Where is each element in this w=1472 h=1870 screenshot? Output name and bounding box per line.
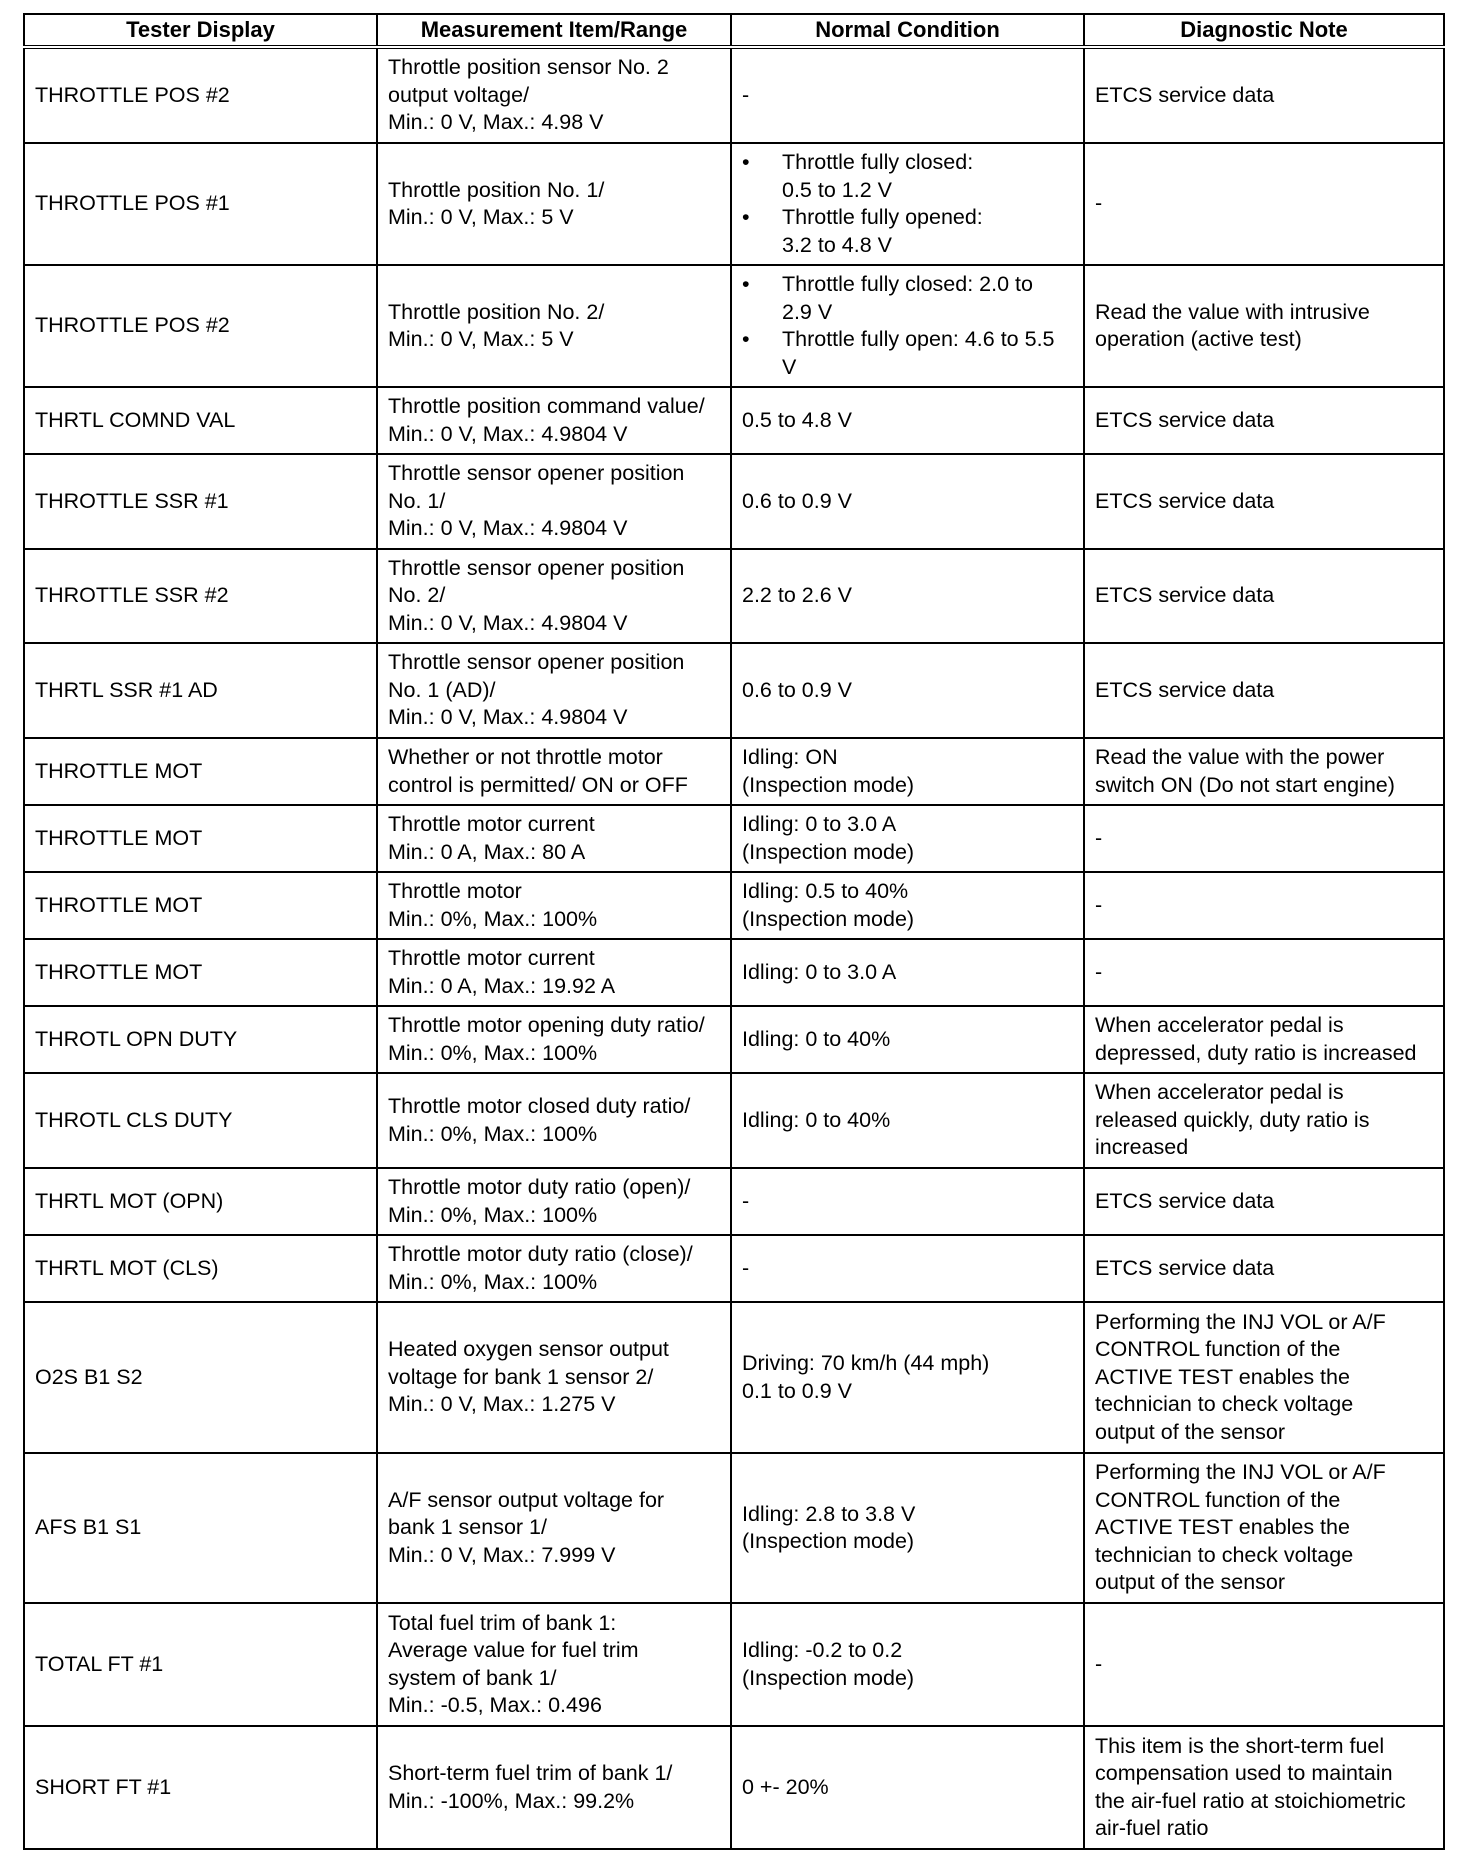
measurement-cell (377, 1453, 731, 1603)
tester-display-text: THROTTLE POS #1 (35, 191, 230, 216)
normal-condition-cell (731, 939, 1084, 1006)
condition-line: Idling: 0 to 3.0 A (742, 812, 897, 836)
diagnostic-note-cell (1084, 454, 1444, 549)
table-row (24, 1453, 1444, 1603)
condition-line: Idling: -0.2 to 0.2 (742, 1638, 903, 1662)
condition-line: - (742, 1255, 750, 1280)
normal-condition-cell (731, 1453, 1084, 1603)
normal-condition-cell (731, 265, 1084, 387)
table-row (24, 643, 1444, 738)
diagnostic-note-cell (1084, 1168, 1444, 1235)
tester-display-cell (24, 265, 377, 387)
note-line: compensation used to maintain (1095, 1761, 1393, 1785)
measurement-line: Throttle sensor opener position (388, 555, 685, 580)
diagnostic-note-cell (1084, 805, 1444, 872)
tester-display-cell (24, 1006, 377, 1073)
note-line: ACTIVE TEST enables the (1095, 1515, 1350, 1540)
measurement-line: Heated oxygen sensor output (388, 1337, 669, 1362)
tester-display-text: THROTTLE SSR #2 (35, 583, 229, 608)
normal-condition-cell (731, 1235, 1084, 1302)
normal-condition-cell (731, 549, 1084, 643)
tester-display-cell (24, 1603, 377, 1726)
tester-display-text: O2S B1 S2 (35, 1364, 143, 1389)
measurement-line: Throttle motor current (388, 946, 595, 970)
table-row (24, 1603, 1444, 1726)
header-tester-display: Tester Display (24, 14, 377, 47)
normal-condition-cell (731, 387, 1084, 454)
tester-display-text: TOTAL FT #1 (35, 1651, 164, 1676)
condition-bullet-item (742, 149, 1075, 204)
measurement-cell (377, 939, 731, 1006)
note-line: When accelerator pedal is (1095, 1013, 1344, 1037)
measurement-line: Min.: 0%, Max.: 100% (388, 1040, 598, 1065)
measurement-cell (377, 1168, 731, 1235)
table-row (24, 738, 1444, 805)
tester-display-cell (24, 1726, 377, 1849)
header-row (24, 14, 1444, 47)
note-line: ETCS service data (1095, 488, 1275, 513)
normal-condition-cell (731, 872, 1084, 939)
tester-display-text: THROTTLE POS #2 (35, 82, 230, 107)
table-row (24, 872, 1444, 939)
condition-bullet-line: • Throttle fully opened: (782, 205, 983, 229)
measurement-line: Min.: 0 V, Max.: 4.9804 V (388, 610, 628, 635)
measurement-line: Min.: 0 V, Max.: 5 V (388, 205, 574, 229)
condition-bullet-line: V (782, 354, 797, 379)
note-line: output of the sensor (1095, 1570, 1286, 1595)
note-line: Read the value with intrusive (1095, 299, 1370, 324)
condition-line: Idling: 0 to 40% (742, 1107, 891, 1132)
measurement-line: bank 1 sensor 1/ (388, 1515, 547, 1540)
header-normal-condition: Normal Condition (731, 14, 1084, 47)
normal-condition-cell (731, 1006, 1084, 1073)
condition-bullet-item (742, 326, 1075, 381)
tester-display-text: THRTL MOT (CLS) (35, 1255, 219, 1280)
note-line: When accelerator pedal is (1095, 1080, 1344, 1105)
tester-display-text: THRTL SSR #1 AD (35, 677, 218, 702)
condition-line: 0.6 to 0.9 V (742, 488, 852, 513)
tester-display-cell (24, 143, 377, 265)
header-diagnostic-note: Diagnostic Note (1084, 14, 1444, 47)
tester-display-text: THROTTLE MOT (35, 892, 203, 917)
table-row (24, 1073, 1444, 1168)
note-line: ETCS service data (1095, 82, 1275, 107)
note-line: released quickly, duty ratio is (1095, 1107, 1370, 1132)
note-line: Performing the INJ VOL or A/F (1095, 1309, 1386, 1334)
condition-bullet-list (742, 149, 1075, 259)
measurement-line: Throttle motor current (388, 812, 595, 836)
measurement-line: Min.: 0 V, Max.: 1.275 V (388, 1392, 616, 1417)
table-row (24, 265, 1444, 387)
measurement-line: Min.: 0 V, Max.: 4.9804 V (388, 421, 628, 446)
note-line: output of the sensor (1095, 1419, 1286, 1444)
measurement-line: Throttle position No. 1/ (388, 177, 605, 202)
condition-line: (Inspection mode) (742, 906, 915, 931)
normal-condition-cell (731, 47, 1084, 143)
condition-line: - (742, 1188, 750, 1213)
note-line: technician to check voltage (1095, 1542, 1354, 1567)
measurement-line: Min.: 0%, Max.: 100% (388, 1121, 598, 1146)
table-row (24, 1168, 1444, 1235)
tester-display-cell (24, 872, 377, 939)
condition-line: Idling: 0.5 to 40% (742, 879, 909, 903)
table-row (24, 1302, 1444, 1453)
table-row (24, 143, 1444, 265)
diagnostic-note-cell (1084, 1073, 1444, 1168)
diagnostic-note-cell (1084, 872, 1444, 939)
measurement-line: Min.: 0 A, Max.: 19.92 A (388, 973, 616, 998)
normal-condition-cell (731, 1168, 1084, 1235)
tester-display-cell (24, 738, 377, 805)
condition-bullet-line: 0.5 to 1.2 V (782, 177, 892, 202)
note-line: Performing the INJ VOL or A/F (1095, 1460, 1386, 1485)
table-row (24, 1006, 1444, 1073)
measurement-cell (377, 1603, 731, 1726)
tester-display-cell (24, 387, 377, 454)
tester-display-text: THROTTLE MOT (35, 825, 203, 850)
measurement-line: Min.: 0 V, Max.: 4.9804 V (388, 705, 628, 730)
note-line: ACTIVE TEST enables the (1095, 1364, 1350, 1389)
data-list-sheet (23, 13, 1443, 1850)
measurement-line: Throttle motor duty ratio (close)/ (388, 1242, 693, 1266)
condition-line: (Inspection mode) (742, 772, 915, 797)
measurement-line: Min.: -100%, Max.: 99.2% (388, 1788, 635, 1813)
diagnostic-note-cell (1084, 738, 1444, 805)
note-line: ETCS service data (1095, 677, 1275, 702)
diagnostic-note-cell (1084, 1235, 1444, 1302)
measurement-cell (377, 1302, 731, 1453)
condition-line: 2.2 to 2.6 V (742, 583, 852, 608)
tester-display-cell (24, 1302, 377, 1453)
measurement-line: control is permitted/ ON or OFF (388, 772, 688, 797)
condition-bullet-item (742, 271, 1075, 326)
note-line: - (1095, 825, 1103, 850)
condition-line: (Inspection mode) (742, 1529, 915, 1553)
tester-display-text: THROTTLE MOT (35, 959, 203, 984)
tester-display-cell (24, 454, 377, 549)
diagnostic-note-cell (1084, 1603, 1444, 1726)
tester-display-cell (24, 643, 377, 738)
diagnostic-note-cell (1084, 47, 1444, 143)
condition-bullet-line: 2.9 V (782, 299, 833, 324)
measurement-line: Throttle position No. 2/ (388, 299, 605, 324)
tester-display-text: THROTTLE SSR #1 (35, 488, 229, 513)
measurement-cell (377, 265, 731, 387)
note-line: switch ON (Do not start engine) (1095, 772, 1395, 797)
tester-display-cell (24, 1073, 377, 1168)
normal-condition-cell (731, 454, 1084, 549)
note-line: - (1095, 959, 1103, 984)
measurement-cell (377, 1006, 731, 1073)
measurement-line: Min.: 0 V, Max.: 7.999 V (388, 1542, 616, 1567)
table-row (24, 1235, 1444, 1302)
condition-line: 0.6 to 0.9 V (742, 677, 852, 702)
tester-display-cell (24, 1168, 377, 1235)
measurement-cell (377, 805, 731, 872)
note-line: Read the value with the power (1095, 745, 1385, 769)
normal-condition-cell (731, 143, 1084, 265)
measurement-line: Throttle motor opening duty ratio/ (388, 1013, 705, 1037)
condition-bullet-line: • Throttle fully closed: 2.0 to (782, 272, 1033, 296)
header-measurement-item: Measurement Item/Range (377, 14, 731, 47)
measurement-line: No. 1 (AD)/ (388, 677, 496, 702)
tester-display-cell (24, 47, 377, 143)
normal-condition-cell (731, 1302, 1084, 1453)
table-row (24, 549, 1444, 643)
note-line: CONTROL function of the (1095, 1487, 1341, 1512)
measurement-cell (377, 387, 731, 454)
condition-bullet-item (742, 204, 1075, 259)
note-line: ETCS service data (1095, 583, 1275, 608)
measurement-line: Min.: 0%, Max.: 100% (388, 1269, 598, 1294)
tester-display-cell (24, 939, 377, 1006)
diagnostic-note-cell (1084, 549, 1444, 643)
measurement-line: No. 2/ (388, 583, 446, 608)
condition-line: 0.5 to 4.8 V (742, 407, 852, 432)
measurement-cell (377, 738, 731, 805)
measurement-cell (377, 1073, 731, 1168)
measurement-line: Min.: 0 V, Max.: 4.9804 V (388, 516, 628, 541)
measurement-line: Average value for fuel trim (388, 1638, 639, 1662)
measurement-cell (377, 1726, 731, 1849)
measurement-line: Throttle sensor opener position (388, 461, 685, 486)
note-line: ETCS service data (1095, 407, 1275, 432)
diagnostic-note-cell (1084, 1006, 1444, 1073)
measurement-line: Throttle motor (388, 879, 522, 903)
measurement-line: Throttle sensor opener position (388, 650, 685, 675)
condition-line: Idling: 0 to 40% (742, 1026, 891, 1051)
note-line: ETCS service data (1095, 1255, 1275, 1280)
tester-display-text: THRTL MOT (OPN) (35, 1188, 224, 1213)
measurement-cell (377, 549, 731, 643)
measurement-line: output voltage/ (388, 82, 530, 107)
measurement-line: Total fuel trim of bank 1: (388, 1610, 617, 1635)
diagnostic-note-cell (1084, 1726, 1444, 1849)
condition-line: Idling: 2.8 to 3.8 V (742, 1501, 916, 1526)
condition-bullet-line: • Throttle fully open: 4.6 to 5.5 (782, 327, 1055, 351)
note-line: CONTROL function of the (1095, 1337, 1341, 1362)
tester-display-text: THROTTLE POS #2 (35, 313, 230, 338)
tester-data-table (23, 13, 1445, 1850)
measurement-cell (377, 47, 731, 143)
measurement-line: Short-term fuel trim of bank 1/ (388, 1761, 673, 1785)
table-body (24, 47, 1444, 1849)
measurement-line: Throttle position command value/ (388, 394, 705, 418)
measurement-line: voltage for bank 1 sensor 2/ (388, 1364, 654, 1389)
normal-condition-cell (731, 805, 1084, 872)
measurement-line: Min.: -0.5, Max.: 0.496 (388, 1693, 602, 1717)
diagnostic-note-cell (1084, 643, 1444, 738)
measurement-line: Throttle motor closed duty ratio/ (388, 1094, 691, 1118)
table-row (24, 939, 1444, 1006)
tester-display-text: THRTL COMND VAL (35, 407, 236, 432)
measurement-cell (377, 143, 731, 265)
note-line: operation (active test) (1095, 327, 1302, 351)
measurement-line: Throttle position sensor No. 2 (388, 55, 669, 80)
condition-line: (Inspection mode) (742, 839, 915, 864)
tester-display-cell (24, 805, 377, 872)
normal-condition-cell (731, 1726, 1084, 1849)
note-line: the air-fuel ratio at stoichiometric (1095, 1788, 1406, 1813)
note-line: This item is the short-term fuel (1095, 1733, 1385, 1758)
condition-line: Idling: ON (742, 745, 838, 769)
normal-condition-cell (731, 738, 1084, 805)
measurement-line: Min.: 0 V, Max.: 4.98 V (388, 110, 604, 135)
diagnostic-note-cell (1084, 939, 1444, 1006)
diagnostic-note-cell (1084, 143, 1444, 265)
table-row (24, 47, 1444, 143)
condition-bullet-line: 3.2 to 4.8 V (782, 232, 892, 257)
diagnostic-note-cell (1084, 265, 1444, 387)
tester-display-text: THROTL OPN DUTY (35, 1026, 238, 1051)
condition-line: (Inspection mode) (742, 1665, 915, 1690)
normal-condition-cell (731, 1603, 1084, 1726)
condition-line: 0.1 to 0.9 V (742, 1378, 852, 1403)
condition-line: 0 +- 20% (742, 1774, 829, 1799)
condition-line: - (742, 82, 750, 107)
table-row (24, 387, 1444, 454)
condition-line: Driving: 70 km/h (44 mph) (742, 1351, 990, 1375)
note-line: air-fuel ratio (1095, 1816, 1209, 1840)
tester-display-cell (24, 1235, 377, 1302)
measurement-line: system of bank 1/ (388, 1665, 557, 1690)
note-line: ETCS service data (1095, 1188, 1275, 1213)
measurement-line: Min.: 0 A, Max.: 80 A (388, 839, 586, 864)
measurement-line: Throttle motor duty ratio (open)/ (388, 1175, 691, 1199)
table-row (24, 1726, 1444, 1849)
measurement-line: Min.: 0%, Max.: 100% (388, 1202, 598, 1227)
tester-display-text: THROTTLE MOT (35, 758, 203, 783)
measurement-cell (377, 454, 731, 549)
measurement-line: Min.: 0%, Max.: 100% (388, 906, 598, 931)
condition-line: Idling: 0 to 3.0 A (742, 959, 897, 984)
measurement-cell (377, 643, 731, 738)
measurement-line: A/F sensor output voltage for (388, 1487, 665, 1512)
measurement-cell (377, 872, 731, 939)
tester-display-text: SHORT FT #1 (35, 1774, 172, 1799)
table-row (24, 454, 1444, 549)
note-line: - (1095, 1651, 1103, 1676)
diagnostic-note-cell (1084, 1302, 1444, 1453)
diagnostic-note-cell (1084, 1453, 1444, 1603)
tester-display-cell (24, 1453, 377, 1603)
note-line: depressed, duty ratio is increased (1095, 1040, 1417, 1065)
measurement-cell (377, 1235, 731, 1302)
tester-display-cell (24, 549, 377, 643)
measurement-line: Min.: 0 V, Max.: 5 V (388, 327, 574, 351)
tester-display-text: THROTL CLS DUTY (35, 1107, 233, 1132)
note-line: technician to check voltage (1095, 1392, 1354, 1417)
tester-display-text: AFS B1 S1 (35, 1515, 142, 1540)
normal-condition-cell (731, 1073, 1084, 1168)
measurement-line: Whether or not throttle motor (388, 745, 663, 769)
condition-bullet-list (742, 271, 1075, 381)
note-line: - (1095, 892, 1103, 917)
note-line: - (1095, 191, 1103, 216)
note-line: increased (1095, 1135, 1189, 1160)
diagnostic-note-cell (1084, 387, 1444, 454)
normal-condition-cell (731, 643, 1084, 738)
condition-bullet-line: • Throttle fully closed: (782, 150, 974, 174)
table-row (24, 805, 1444, 872)
measurement-line: No. 1/ (388, 488, 446, 513)
